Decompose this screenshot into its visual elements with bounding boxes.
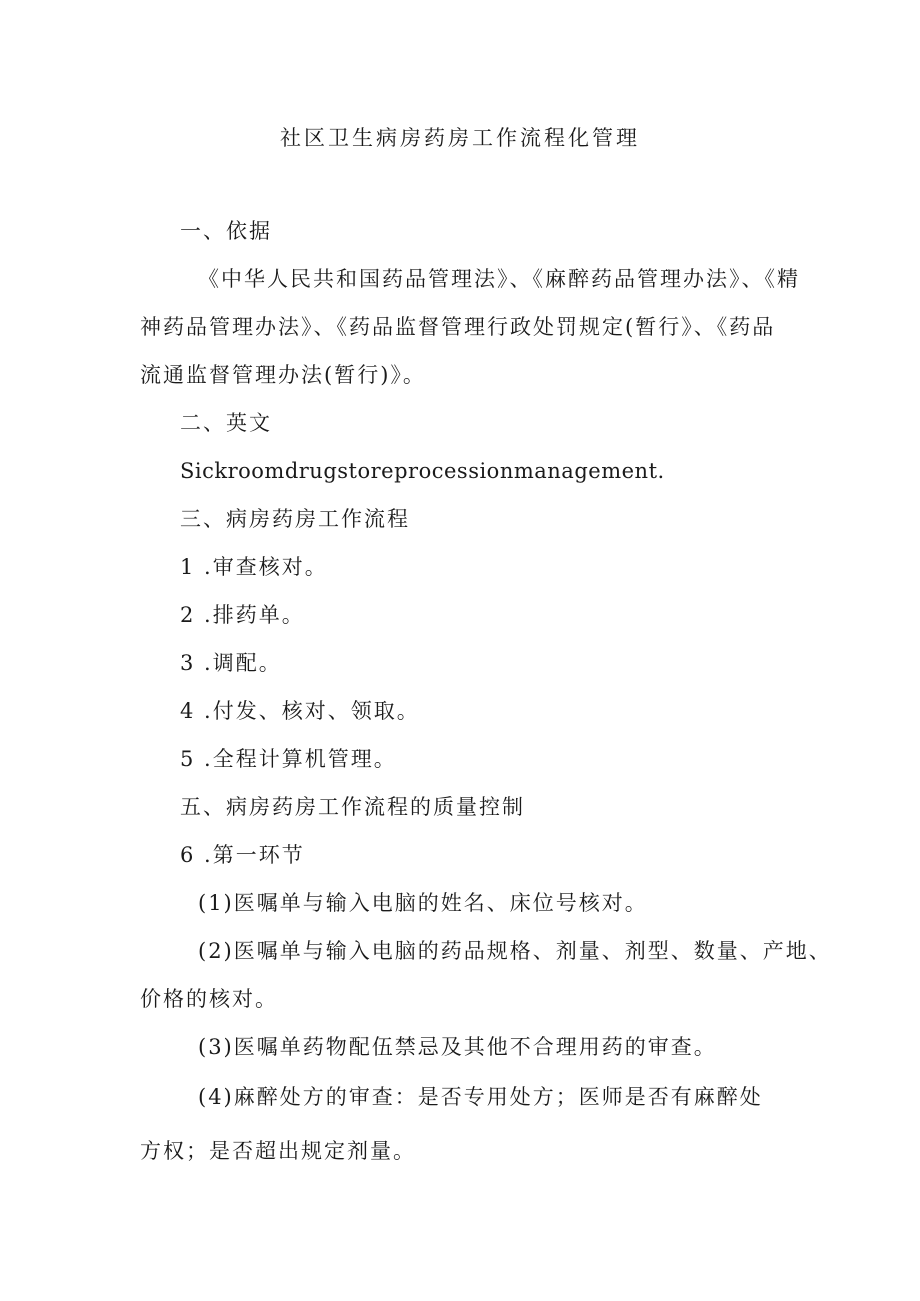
document-title: 社区卫生病房药房工作流程化管理: [280, 126, 640, 150]
workflow-step-4: 4 .付发、核对、领取。: [180, 699, 420, 723]
section-heading-basis: 一、依据: [180, 219, 272, 243]
sub-heading-first-stage: 6 .第一环节: [180, 843, 305, 867]
workflow-step-1: 1 .审查核对。: [180, 555, 328, 579]
section-heading-english: 二、英文: [180, 411, 272, 435]
workflow-step-3: 3 .调配。: [180, 651, 282, 675]
quality-item-2-line-1: (2)医嘱单与输入电脑的药品规格、剂量、剂型、数量、产地、: [198, 939, 832, 963]
basis-paragraph-line-3: 流通监督管理办法(暂行)》。: [140, 363, 426, 387]
quality-item-1: (1)医嘱单与输入电脑的姓名、床位号核对。: [198, 891, 648, 915]
english-title-text: Sickroomdrugstoreprocessionmanagement.: [180, 459, 665, 483]
quality-item-4-line-1: (4)麻醉处方的审查：是否专用处方；医师是否有麻醉处: [198, 1085, 763, 1109]
basis-paragraph-line-1: 《中华人民共和国药品管理法》、《麻醉药品管理办法》、《精: [198, 267, 800, 291]
section-heading-quality-control: 五、病房药房工作流程的质量控制: [180, 795, 525, 819]
quality-item-3: (3)医嘱单药物配伍禁忌及其他不合理用药的审查。: [198, 1035, 717, 1059]
basis-paragraph-line-2: 神药品管理办法》、《药品监督管理行政处罚规定(暂行》、《药品: [140, 315, 776, 339]
workflow-step-2: 2 .排药单。: [180, 603, 305, 627]
section-heading-workflow: 三、病房药房工作流程: [180, 507, 410, 531]
quality-item-4-line-2: 方权；是否超出规定剂量。: [140, 1139, 416, 1163]
workflow-step-5: 5 .全程计算机管理。: [180, 747, 397, 771]
quality-item-2-line-2: 价格的核对。: [140, 987, 278, 1011]
